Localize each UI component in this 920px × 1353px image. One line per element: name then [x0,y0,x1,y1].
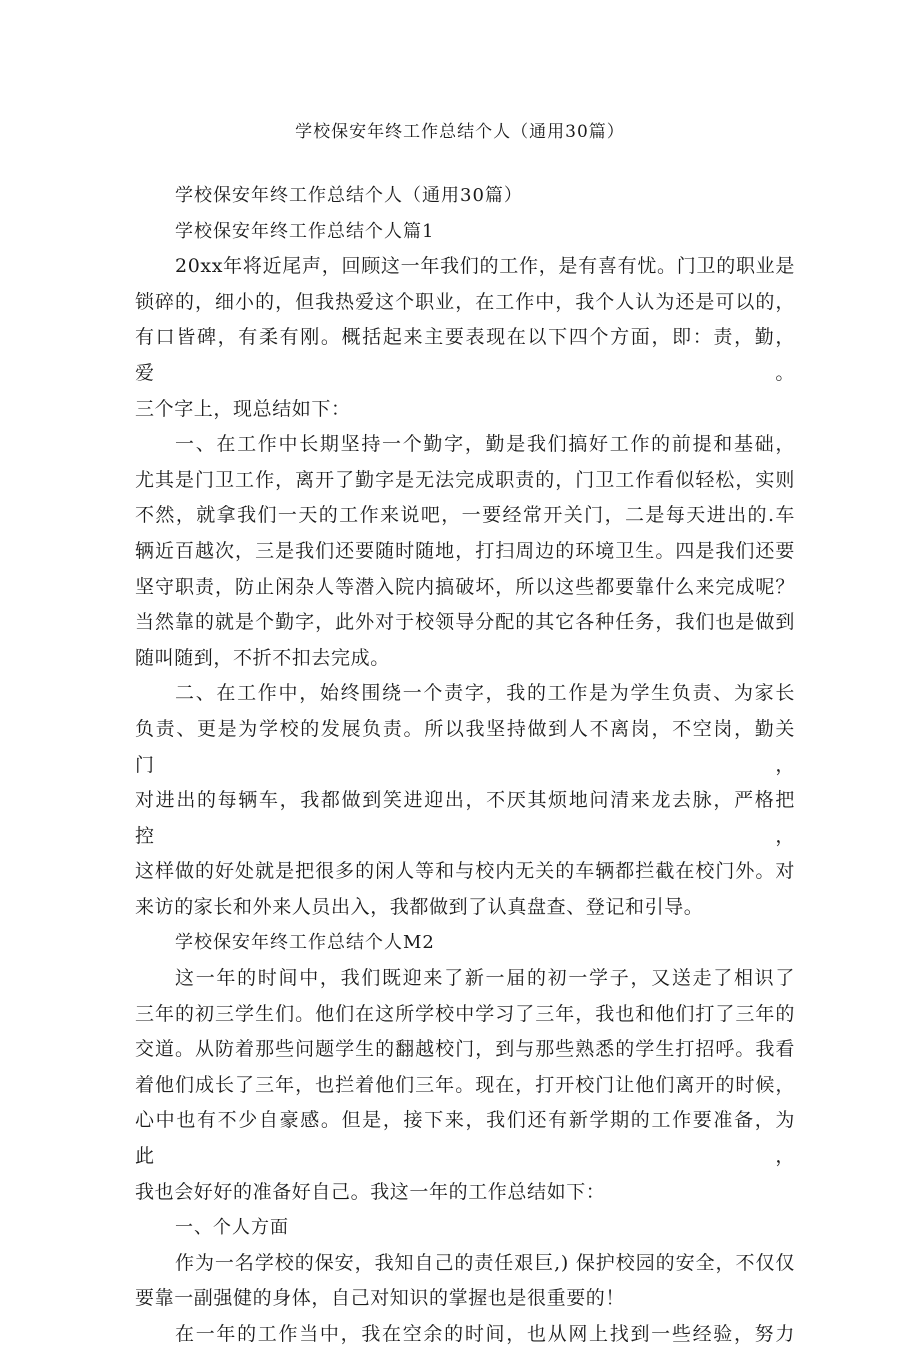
paragraph-line: 尤其是门卫工作，离开了勤字是无法完成职责的，门卫工作看似轻松，实则 [135,468,795,491]
paragraph-line: 辆近百越次，三是我们还要随时随地，打扫周边的环境卫生。四是我们还要 [135,539,795,562]
section-heading: 一、个人方面 [175,1217,289,1239]
paragraph-line: 交道。从防着那些问题学生的翻越校门，到与那些熟悉的学生打招呼。我看 [135,1038,795,1061]
paragraph-line: 在一年的工作当中，我在空余的时间，也从网上找到一些经验，努力 [175,1323,795,1345]
paragraph-line: 作为一名学校的保安，我知自己的责任艰巨,) 保护校园的安全，不仅仅 [175,1251,795,1274]
paragraph-line: 对进出的每辆车，我都做到笑进迎出，不厌其烦地问清来龙去脉，严格把控， [135,789,795,847]
paragraph-line: 锁碎的，细小的，但我热爱这个职业，在工作中，我个人认为还是可以的， [135,290,795,313]
paragraph-line: 二、在工作中，始终围绕一个责字，我的工作是为学生负责、为家长 [175,682,795,705]
document-title: 学校保安年终工作总结个人（通用30篇） [295,122,625,142]
paragraph-line: 坚守职责，防止闲杂人等潜入院内搞破坏，所以这些都要靠什么来完成呢？ [135,575,795,598]
paragraph-line: 这一年的时间中，我们既迎来了新一届的初一学子，又送走了相识了 [175,967,795,990]
paragraph-line: 要靠一副强健的身体，自己对知识的掌握也是很重要的！ [135,1287,626,1310]
paragraph-line: 负责、更是为学校的发展负责。所以我坚持做到人不离岗，不空岗，勤关门， [135,717,795,776]
section-heading: 学校保安年终工作总结个人篇1 [175,220,435,242]
paragraph-line: 这样做的好处就是把很多的闲人等和与校内无关的车辆都拦截在校门外。对 [135,860,795,883]
paragraph-line: 三个字上，现总结如下： [135,397,351,420]
document-body [135,178,795,1353]
section-heading: 学校保安年终工作总结个人M2 [175,932,435,954]
paragraph-line: 一、在工作中长期坚持一个勤字，勤是我们搞好工作的前提和基础， [175,433,795,456]
paragraph-line: 当然靠的就是个勤字，此外对于校领导分配的其它各种任务，我们也是做到 [135,611,795,634]
paragraph-line: 20xx年将近尾声，回顾这一年我们的工作，是有喜有忧。门卫的职业是 [175,255,795,278]
paragraph-line: 不然，就拿我们一天的工作来说吧，一要经常开关门，二是每天进出的.车 [135,504,795,527]
paragraph-line: 着他们成长了三年，也拦着他们三年。现在，打开校门让他们离开的时候， [135,1073,795,1096]
paragraph-line: 随叫随到，不折不扣去完成。 [135,646,390,669]
paragraph-line: 我也会好好的准备好自己。我这一年的工作总结如下： [135,1180,606,1203]
paragraph-line: 有口皆碑，有柔有刚。概括起来主要表现在以下四个方面，即：责，勤，爱。 [135,326,795,384]
section-heading: 学校保安年终工作总结个人（通用30篇） [175,185,523,206]
paragraph-line: 来访的家长和外来人员出入，我都做到了认真盘查、登记和引导。 [135,895,704,918]
paragraph-line: 三年的初三学生们。他们在这所学校中学习了三年，我也和他们打了三年的 [135,1002,795,1025]
paragraph-line: 心中也有不少自豪感。但是，接下来，我们还有新学期的工作要准备，为此， [135,1109,795,1168]
